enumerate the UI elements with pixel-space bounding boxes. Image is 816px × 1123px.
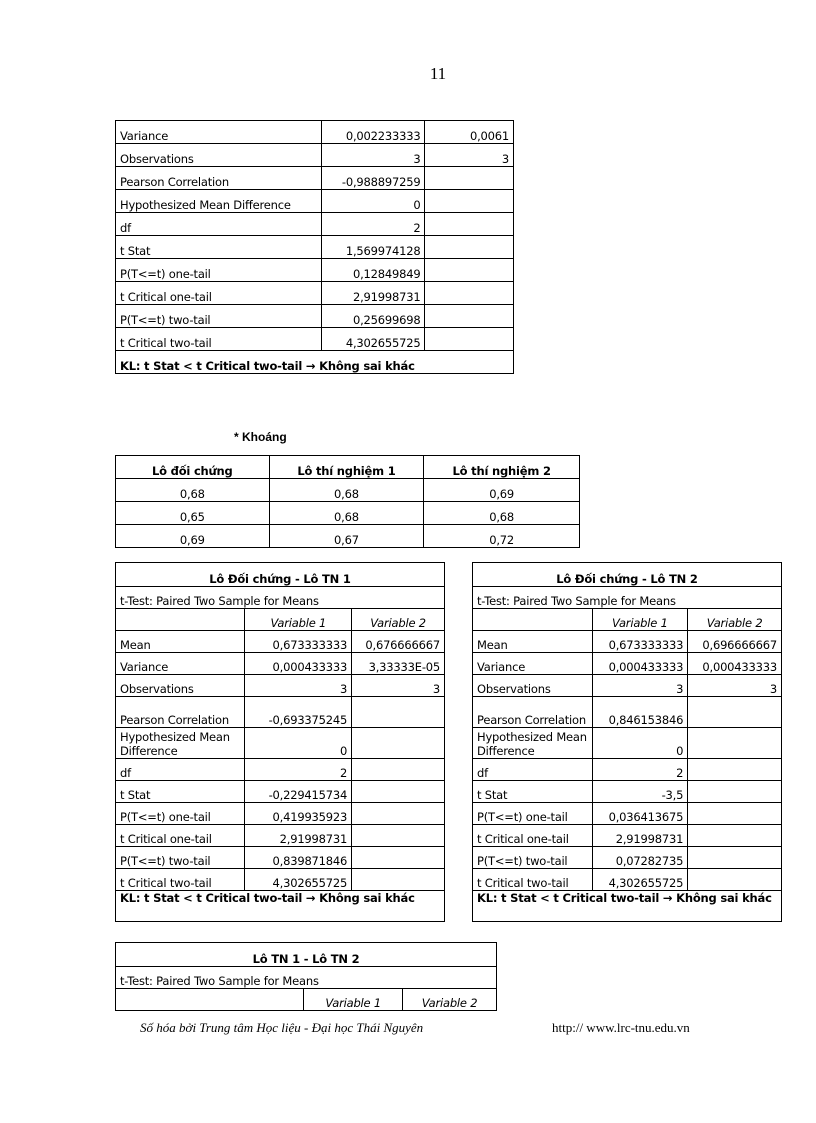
table-row [473,869,782,891]
value-variable-1: 3 [321,144,425,167]
header-row [116,456,580,479]
value-variable-1: 2 [321,213,425,236]
column-header-variable-2: Variable 2 [352,609,445,631]
value-variable-2: 3,33333E-05 [352,653,445,675]
table-row [116,825,445,847]
row-label: t Critical one-tail [473,825,593,847]
data-cell: 0,68 [269,479,424,502]
row-label: Observations [116,144,322,167]
row-label: t Critical one-tail [116,825,245,847]
ttest-dc-tn1 [115,562,445,922]
table-row [473,759,782,781]
row-label: t Stat [116,781,245,803]
table-title: Lô TN 1 - Lô TN 2 [116,943,497,967]
table-row [473,697,782,728]
value-variable-2 [688,803,782,825]
row-label: P(T<=t) one-tail [116,259,322,282]
subtitle-row [116,587,445,609]
table-row [116,190,514,213]
value-variable-2 [352,847,445,869]
column-header-row [116,609,445,631]
row-label: t Critical two-tail [116,869,245,891]
value-variable-1: -0,229415734 [245,781,352,803]
value-variable-2 [425,236,514,259]
table-row [116,213,514,236]
table-title: Lô Đối chứng - Lô TN 2 [473,563,782,587]
table-row [116,236,514,259]
value-variable-1: 2,91998731 [592,825,688,847]
table-row [116,803,445,825]
khoang-data-table-body [116,456,580,548]
table-row [116,305,514,328]
table-row [116,259,514,282]
data-cell: 0,72 [424,525,580,548]
row-label: P(T<=t) one-tail [473,803,593,825]
table-row [473,825,782,847]
table-row [116,144,514,167]
title-row [116,943,497,967]
value-variable-2 [688,869,782,891]
value-variable-1: 0,12849849 [321,259,425,282]
empty-cell [473,609,593,631]
value-variable-1: 0 [321,190,425,213]
table-row [473,847,782,869]
value-variable-2 [352,781,445,803]
table-row [116,282,514,305]
data-cell: 0,69 [424,479,580,502]
page-number: 11 [429,64,447,83]
row-label: t Stat [473,781,593,803]
table-subtitle: t-Test: Paired Two Sample for Means [116,587,445,609]
row-label: t Stat [116,236,322,259]
conclusion-row [116,351,514,374]
table-row [473,728,782,759]
value-variable-1: -0,693375245 [245,697,352,728]
value-variable-2 [425,167,514,190]
value-variable-1: 4,302655725 [245,869,352,891]
column-header-variable-2: Variable 2 [688,609,782,631]
ttest-dc-tn1-body [116,563,445,922]
value-variable-1: 0 [592,728,688,759]
value-variable-2 [352,869,445,891]
value-variable-1: 2,91998731 [245,825,352,847]
value-variable-2 [352,759,445,781]
ttest-table-continued [115,120,514,374]
value-variable-1: 2 [245,759,352,781]
column-header-variable-1: Variable 1 [592,609,688,631]
table-row [473,781,782,803]
value-variable-2: 0,0061 [425,121,514,144]
table-row [116,631,445,653]
value-variable-1: 4,302655725 [321,328,425,351]
row-label: t Critical two-tail [116,328,322,351]
table-row [116,759,445,781]
ttest-tn1-tn2 [115,942,497,1011]
table-row [116,121,514,144]
value-variable-1: 4,302655725 [592,869,688,891]
value-variable-1: 3 [245,675,352,697]
row-label: df [473,759,593,781]
data-cell: 0,67 [269,525,424,548]
column-header: Lô đối chứng [116,456,270,479]
row-label: df [116,759,245,781]
value-variable-1: 0,419935923 [245,803,352,825]
table-row [116,653,445,675]
table-row [116,328,514,351]
value-variable-1: 0,673333333 [592,631,688,653]
value-variable-1: -3,5 [592,781,688,803]
value-variable-1: 0,036413675 [592,803,688,825]
conclusion-row [473,891,782,922]
value-variable-2 [352,728,445,759]
column-header-variable-1: Variable 1 [245,609,352,631]
row-label: Hypothesized Mean Difference [473,728,593,759]
row-label: Pearson Correlation [116,167,322,190]
value-variable-2 [425,190,514,213]
title-row [116,563,445,587]
value-variable-1: 0,673333333 [245,631,352,653]
value-variable-2 [688,825,782,847]
value-variable-2: 0,000433333 [688,653,782,675]
row-label: P(T<=t) two-tail [116,847,245,869]
value-variable-1: 2 [592,759,688,781]
table-subtitle: t-Test: Paired Two Sample for Means [116,967,497,989]
value-variable-2 [352,825,445,847]
ttest-dc-tn2 [472,562,782,922]
value-variable-2: 3 [352,675,445,697]
row-label: Pearson Correlation [473,697,593,728]
table-row [116,728,445,759]
value-variable-1: 2,91998731 [321,282,425,305]
conclusion: KL: t Stat < t Critical two-tail → Không sai khác [116,891,445,922]
value-variable-2 [688,697,782,728]
footer-source: Số hóa bởi Trung tâm Học liệu - Đại học Thái Nguyên [140,1020,424,1035]
table-subtitle: t-Test: Paired Two Sample for Means [473,587,782,609]
row-label: Mean [473,631,593,653]
table-row [473,653,782,675]
value-variable-2 [425,259,514,282]
row-label: Hypothesized Mean Difference [116,190,322,213]
row-label: Mean [116,631,245,653]
value-variable-1: -0,988897259 [321,167,425,190]
table-row [473,803,782,825]
row-label: t Critical two-tail [473,869,593,891]
conclusion-row [116,891,445,922]
table-row [473,675,782,697]
conclusion: KL: t Stat < t Critical two-tail → Không sai khác [116,351,514,374]
value-variable-1: 0,000433333 [245,653,352,675]
value-variable-2 [425,213,514,236]
value-variable-1: 0,25699698 [321,305,425,328]
value-variable-1: 0,846153846 [592,697,688,728]
ttest-table-continued-body [116,121,514,374]
conclusion: KL: t Stat < t Critical two-tail → Không sai khác [473,891,782,922]
table-row [116,781,445,803]
value-variable-1: 0,839871846 [245,847,352,869]
value-variable-2 [688,728,782,759]
data-cell: 0,65 [116,502,270,525]
empty-cell [116,609,245,631]
value-variable-2: 0,696666667 [688,631,782,653]
value-variable-2 [688,847,782,869]
table-row [116,479,580,502]
value-variable-2: 3 [688,675,782,697]
row-label: Variance [473,653,593,675]
row-label: Hypothesized Mean Difference [116,728,245,759]
value-variable-1: 3 [592,675,688,697]
table-row [116,675,445,697]
table-row [116,869,445,891]
row-label: P(T<=t) one-tail [116,803,245,825]
value-variable-2: 3 [425,144,514,167]
table-row [116,847,445,869]
row-label: P(T<=t) two-tail [473,847,593,869]
column-header: Lô thí nghiệm 1 [269,456,424,479]
value-variable-2 [425,328,514,351]
table-row [116,167,514,190]
data-cell: 0,69 [116,525,270,548]
subtitle-row [116,967,497,989]
data-cell: 0,68 [116,479,270,502]
row-label: Observations [473,675,593,697]
row-label: Variance [116,653,245,675]
value-variable-2 [688,759,782,781]
value-variable-2 [425,282,514,305]
table-row [116,525,580,548]
footer-url: http:// www.lrc-tnu.edu.vn [552,1020,690,1035]
value-variable-1: 0,000433333 [592,653,688,675]
table-row [473,631,782,653]
section-khoang-title: * Khoáng [234,430,287,444]
column-header-row [116,989,497,1011]
khoang-data-table [115,455,580,548]
data-cell: 0,68 [269,502,424,525]
value-variable-2 [688,781,782,803]
empty-cell [116,989,304,1011]
ttest-dc-tn2-body [473,563,782,922]
value-variable-1: 0,002233333 [321,121,425,144]
value-variable-1: 1,569974128 [321,236,425,259]
row-label: P(T<=t) two-tail [116,305,322,328]
row-label: df [116,213,322,236]
value-variable-1: 0 [245,728,352,759]
value-variable-2 [425,305,514,328]
title-row [473,563,782,587]
value-variable-2 [352,803,445,825]
value-variable-1: 0,07282735 [592,847,688,869]
column-header: Lô thí nghiệm 2 [424,456,580,479]
ttest-tn1-tn2-body [116,943,497,1011]
column-header-row [473,609,782,631]
subtitle-row [473,587,782,609]
column-header-variable-2: Variable 2 [403,989,497,1011]
row-label: t Critical one-tail [116,282,322,305]
row-label: Observations [116,675,245,697]
table-row [116,502,580,525]
data-cell: 0,68 [424,502,580,525]
value-variable-2 [352,697,445,728]
row-label: Variance [116,121,322,144]
column-header-variable-1: Variable 1 [304,989,403,1011]
table-title: Lô Đối chứng - Lô TN 1 [116,563,445,587]
table-row [116,697,445,728]
row-label: Pearson Correlation [116,697,245,728]
value-variable-2: 0,676666667 [352,631,445,653]
